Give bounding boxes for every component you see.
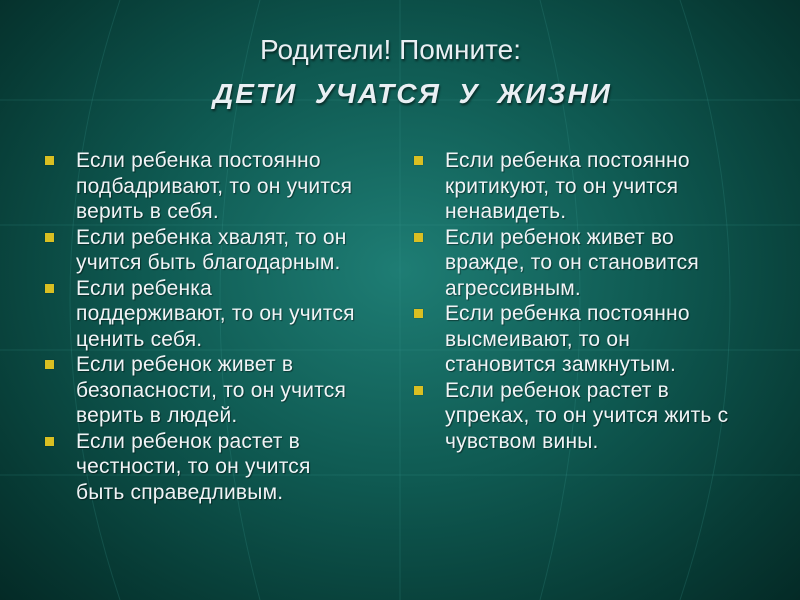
- list-item-text: Если ребенок растет в честности, то он учится быть справедливым.: [76, 429, 311, 504]
- list-item: [45, 276, 365, 353]
- list-item-text: Если ребенок живет во вражде, то он становится агрессивным.: [445, 225, 699, 300]
- list-item-text: Если ребенок живет в безопасности, то он учится верить в людей.: [76, 353, 347, 427]
- list-item-text: Если ребенка хвалят, то он учится быть благодарным.: [76, 225, 347, 274]
- list-item: [414, 148, 734, 225]
- list-item: [414, 301, 734, 378]
- square-bullet-icon: [45, 437, 54, 446]
- list-item: [414, 225, 734, 302]
- square-bullet-icon: [414, 309, 423, 318]
- list-item: [45, 429, 365, 506]
- square-bullet-icon: [414, 156, 423, 165]
- square-bullet-icon: [414, 386, 423, 395]
- list-item-text: Если ребенка постоянно высмеивают, то он становится замкнутым.: [445, 302, 690, 376]
- list-item-text: Если ребенок растет в упреках, то он учится жить с чувством вины.: [445, 378, 729, 453]
- square-bullet-icon: [414, 233, 423, 242]
- square-bullet-icon: [45, 284, 54, 293]
- list-item-text: Если ребенка постоянно подбадривают, то он учится верить в себя.: [76, 149, 353, 223]
- right-column: [414, 148, 734, 454]
- title-line-2: ДЕТИ УЧАТСЯ У ЖИЗНИ: [213, 78, 612, 109]
- list-item-text: Если ребенка поддерживают, то он учится ценить себя.: [76, 276, 355, 351]
- square-bullet-icon: [45, 156, 54, 165]
- square-bullet-icon: [45, 233, 54, 242]
- list-item: [45, 148, 365, 225]
- left-column: [45, 148, 365, 505]
- list-item-text: Если ребенка постоянно критикуют, то он учится ненавидеть.: [445, 149, 690, 223]
- list-item: [45, 225, 365, 276]
- square-bullet-icon: [45, 360, 54, 369]
- list-item: [414, 378, 734, 455]
- title-line-1: Родители! Помните:: [260, 34, 521, 65]
- list-item: [45, 352, 365, 429]
